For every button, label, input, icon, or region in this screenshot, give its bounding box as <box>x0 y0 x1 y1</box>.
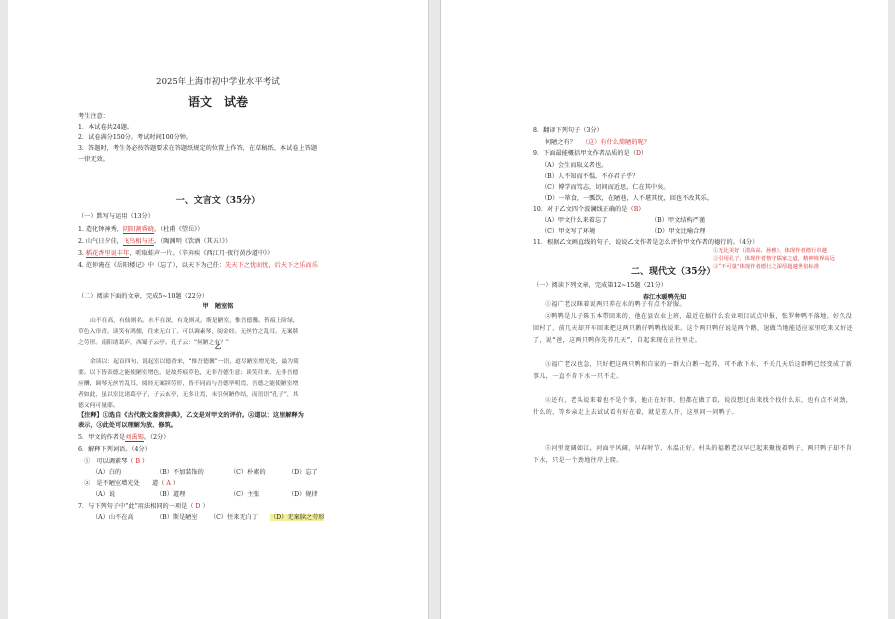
answer-handwritten: 阴阳割昏晓 <box>123 226 154 233</box>
passage-jia-line: 草色入帘青。谈笑有鸿儒，往来无白丁。可以调素琴，阅金经。无丝竹之乱耳，无案牍 <box>78 329 299 335</box>
question-9: 9．下面最能概括甲文作者品质的是（D） <box>533 150 648 157</box>
passage-yi-line: 要。以下皆表德之能使陋室增色，是故苔痕草色，无非吾德生意；谈笑往来，无非吾德 <box>78 370 299 376</box>
option: （C）甲文写了环境 <box>541 228 596 235</box>
option: （B）甲文结构严谨 <box>651 217 706 224</box>
instruction-line: 2．试卷满分150分。考试时间100分钟。 <box>78 134 193 141</box>
answer-handwritten: （这）有什么简陋的呢？ <box>581 139 650 146</box>
question-10: 10．对于乙文四个波澜线正确的是（B） <box>533 206 645 213</box>
option: （D）无案牍之劳形 <box>270 514 325 521</box>
instruction-line: 1．本试卷共24题。 <box>78 124 134 131</box>
question-7: 7．与下列句子中“此”用法相同的一项是（ D ） <box>78 503 209 510</box>
question-2: 2. 山气日夕佳，飞鸟相与还。（陶渊明《饮酒（其五）》） <box>78 238 232 245</box>
answer-choice: B <box>633 206 639 213</box>
answer-choice: D <box>635 150 641 157</box>
option: （B）不加装饰的 <box>156 469 204 476</box>
answer-choice: B <box>135 458 141 465</box>
article-title: 春江水暖鸭先知 <box>642 294 687 301</box>
instruction-line: 3．答题时，考生务必按答题要求在答题纸规定的位置上作答，在草稿纸、本试卷上答题 <box>78 145 318 152</box>
exam-page-left <box>8 0 429 619</box>
question-1: 1. 造化钟神秀，阴阳割昏晓。（杜甫《望岳》） <box>78 226 204 233</box>
option: （A）山不在高 <box>92 514 134 521</box>
passage-yi-title: 乙 <box>214 344 222 351</box>
option: （D）规律 <box>288 491 318 498</box>
option: （A）会生而取义者也。 <box>541 162 608 169</box>
option: （A）白的 <box>92 469 122 476</box>
exam-title: 2025年上海市初中学业水平考试 <box>156 77 280 87</box>
question-11-answer <box>713 247 835 271</box>
option: （C）博学而笃志，切问而近思，仁在其中矣。 <box>541 184 670 191</box>
question-4: 4. 范仲淹在《岳阳楼记》中（忘了），以天下为己任：先天下之忧而忧，后天下之乐而乐 <box>78 262 318 269</box>
option: （D）一箪食，一瓢饮，在陋巷，人不堪其忧，回也不改其乐。 <box>541 195 714 202</box>
exam-page-right <box>440 0 888 619</box>
passage-yi-line: 者如此，虽以室比诸葛亭子，子云玄亭，无多让焉，末引何陋作结，而语语“孔子”，其 <box>78 392 299 398</box>
option: （B）人不知而不愠，不亦君子乎？ <box>541 173 639 180</box>
passage-jia-line: 之劳形。南阳诸葛庐，西蜀子云亭。孔子云：“何陋之有？” <box>78 340 229 346</box>
option: （A）甲文什么来着忘了 <box>541 217 608 224</box>
answer-line: ③“不可量”体现作者德行之深厚超越世俗标准 <box>713 264 820 270</box>
answer-handwritten: 稻花香里说丰年 <box>85 250 130 257</box>
answer-handwritten: 先天下之忧而忧，后天下之乐而乐 <box>225 262 318 269</box>
question-5: 5．甲文的作者是刘禹锡。（2分） <box>78 434 170 441</box>
passage-yi-line: 应酬，调琴无丝竹乱耳，阅经无案牍劳形，皆不同而与吾德毕明焉，吾德之能使陋室增 <box>78 381 299 387</box>
subsection-title: （二）阅读下面的文章，完成5~10题（22分） <box>78 293 209 300</box>
article-paragraph: ②鸭鸭是儿子陈玉本带回来的，他在县农业上班，最近在搞什么农业项目试点申报，张罗种鸭不落地。好久没回村了，前几天却开车回来把这两只鹅仔鸭鸭找说来。这个两只鸭仔说是两个鹅，退做当地能适应家里吃来又好还了，说“爸，这两只鸭你先养几天”，自起来现在正往里走。 <box>533 313 854 344</box>
answer-choice: D <box>195 503 201 510</box>
option: （C）主张 <box>230 491 260 498</box>
instructions-heading: 考生注意： <box>78 113 109 120</box>
subject-title: 语文 试卷 <box>187 95 248 109</box>
question-6-item: ② 是不陋室增光处 道（ A ） <box>84 480 180 487</box>
question-8-title: 8．翻译下列句子（3分） <box>533 127 603 134</box>
subsection-title: （一）默写与运用（13分） <box>78 213 154 220</box>
answer-handwritten: 刘禹锡 <box>125 434 144 441</box>
option: （C）朴素的 <box>230 469 266 476</box>
passage-yi-line: 余读以：起首四句，说起室以德香来，“惟吾德馨”一语，道尽陋室增光处，最为简 <box>90 359 299 365</box>
annotation-note: 表示，③此处可以理解为放、修筑。 <box>78 422 177 429</box>
question-6-title: 6．解释下列词语。（4分） <box>78 446 151 453</box>
question-11-title: 11．根据乙文画直线的句子，说说乙文作者是怎么评价甲文作者的德行的。（4分） <box>533 239 759 246</box>
passage-jia-title: 甲 陋室铭 <box>202 303 234 310</box>
question-3: 3. 稻花香里说丰年，听取蛙声一片。（辛弃疾《西江月·夜行黄沙道中》） <box>78 250 274 257</box>
article-paragraph: ③福广老汉也急，只好把这两只鸭和自家的一群大白鹅一起养，可不敢下水，不关几天后这群鸭已经变成了新事儿，一直不肯下水一只不走。 <box>533 361 853 380</box>
passage-jia-line: 山不在高，有仙则名。水不在深，有龙则灵。斯是陋室，惟吾德馨。苔痕上阶绿， <box>90 318 299 324</box>
answer-handwritten: 飞鸟相与还 <box>123 238 154 245</box>
question-6-item: ① 可以调素琴（ B ） <box>84 458 149 465</box>
article-paragraph: ④还有，老头说来着也不是个事，他正在好事，但都在做了看，说没想过出来找个找什么东，也有点不对劲，什么的，等乡亲走上去试试看有好在着，就是差人开，这里问一问鸭子。 <box>533 397 853 416</box>
option: （B）道理 <box>156 491 186 498</box>
option: （C）往来无白丁 <box>210 514 259 521</box>
answer-choice: A <box>166 480 171 487</box>
option: （D）甲文比喻合理 <box>651 228 706 235</box>
article-paragraph: ①福广老汉眯着说两只养在水的鸭子有点不舒服。 <box>545 301 686 308</box>
instruction-line: 一律无效。 <box>78 156 109 163</box>
question-8-line: 何陋之有？ （这）有什么简陋的呢？ <box>545 139 650 146</box>
option: （D）忘了 <box>288 469 318 476</box>
section-title-modern: 二、现代文（35分） <box>631 267 716 277</box>
option: （A）说 <box>92 491 116 498</box>
section-title-classical: 一、文言文（35分） <box>175 196 261 206</box>
passage-yi-line: 德又何可量耶。 <box>78 403 119 409</box>
answer-line: ②引用孔子，体现作者恪守儒家之道，精神境界高远 <box>713 256 835 262</box>
subsection-title: （一）阅读下列文章，完成第12~15题（21分） <box>533 282 667 289</box>
article-paragraph: ⑤河里宽阔如江，河面平风阔，早春时节，水温正好。村头的福鹅老汉早已起来聚拢着鸭子，两只鸭子却不肯下水，只是一个劲地往岸上爬。 <box>533 445 853 464</box>
annotation-note: 【注释】①选自《古代散文鉴赏辞典》，乙文是对甲文的评价。②道以：这里解释为 <box>78 412 304 419</box>
option: （B）斯是陋室 <box>156 514 198 521</box>
answer-line: ①无比美好（清高高、孙雅），体现作者德行卓越 <box>713 248 827 254</box>
